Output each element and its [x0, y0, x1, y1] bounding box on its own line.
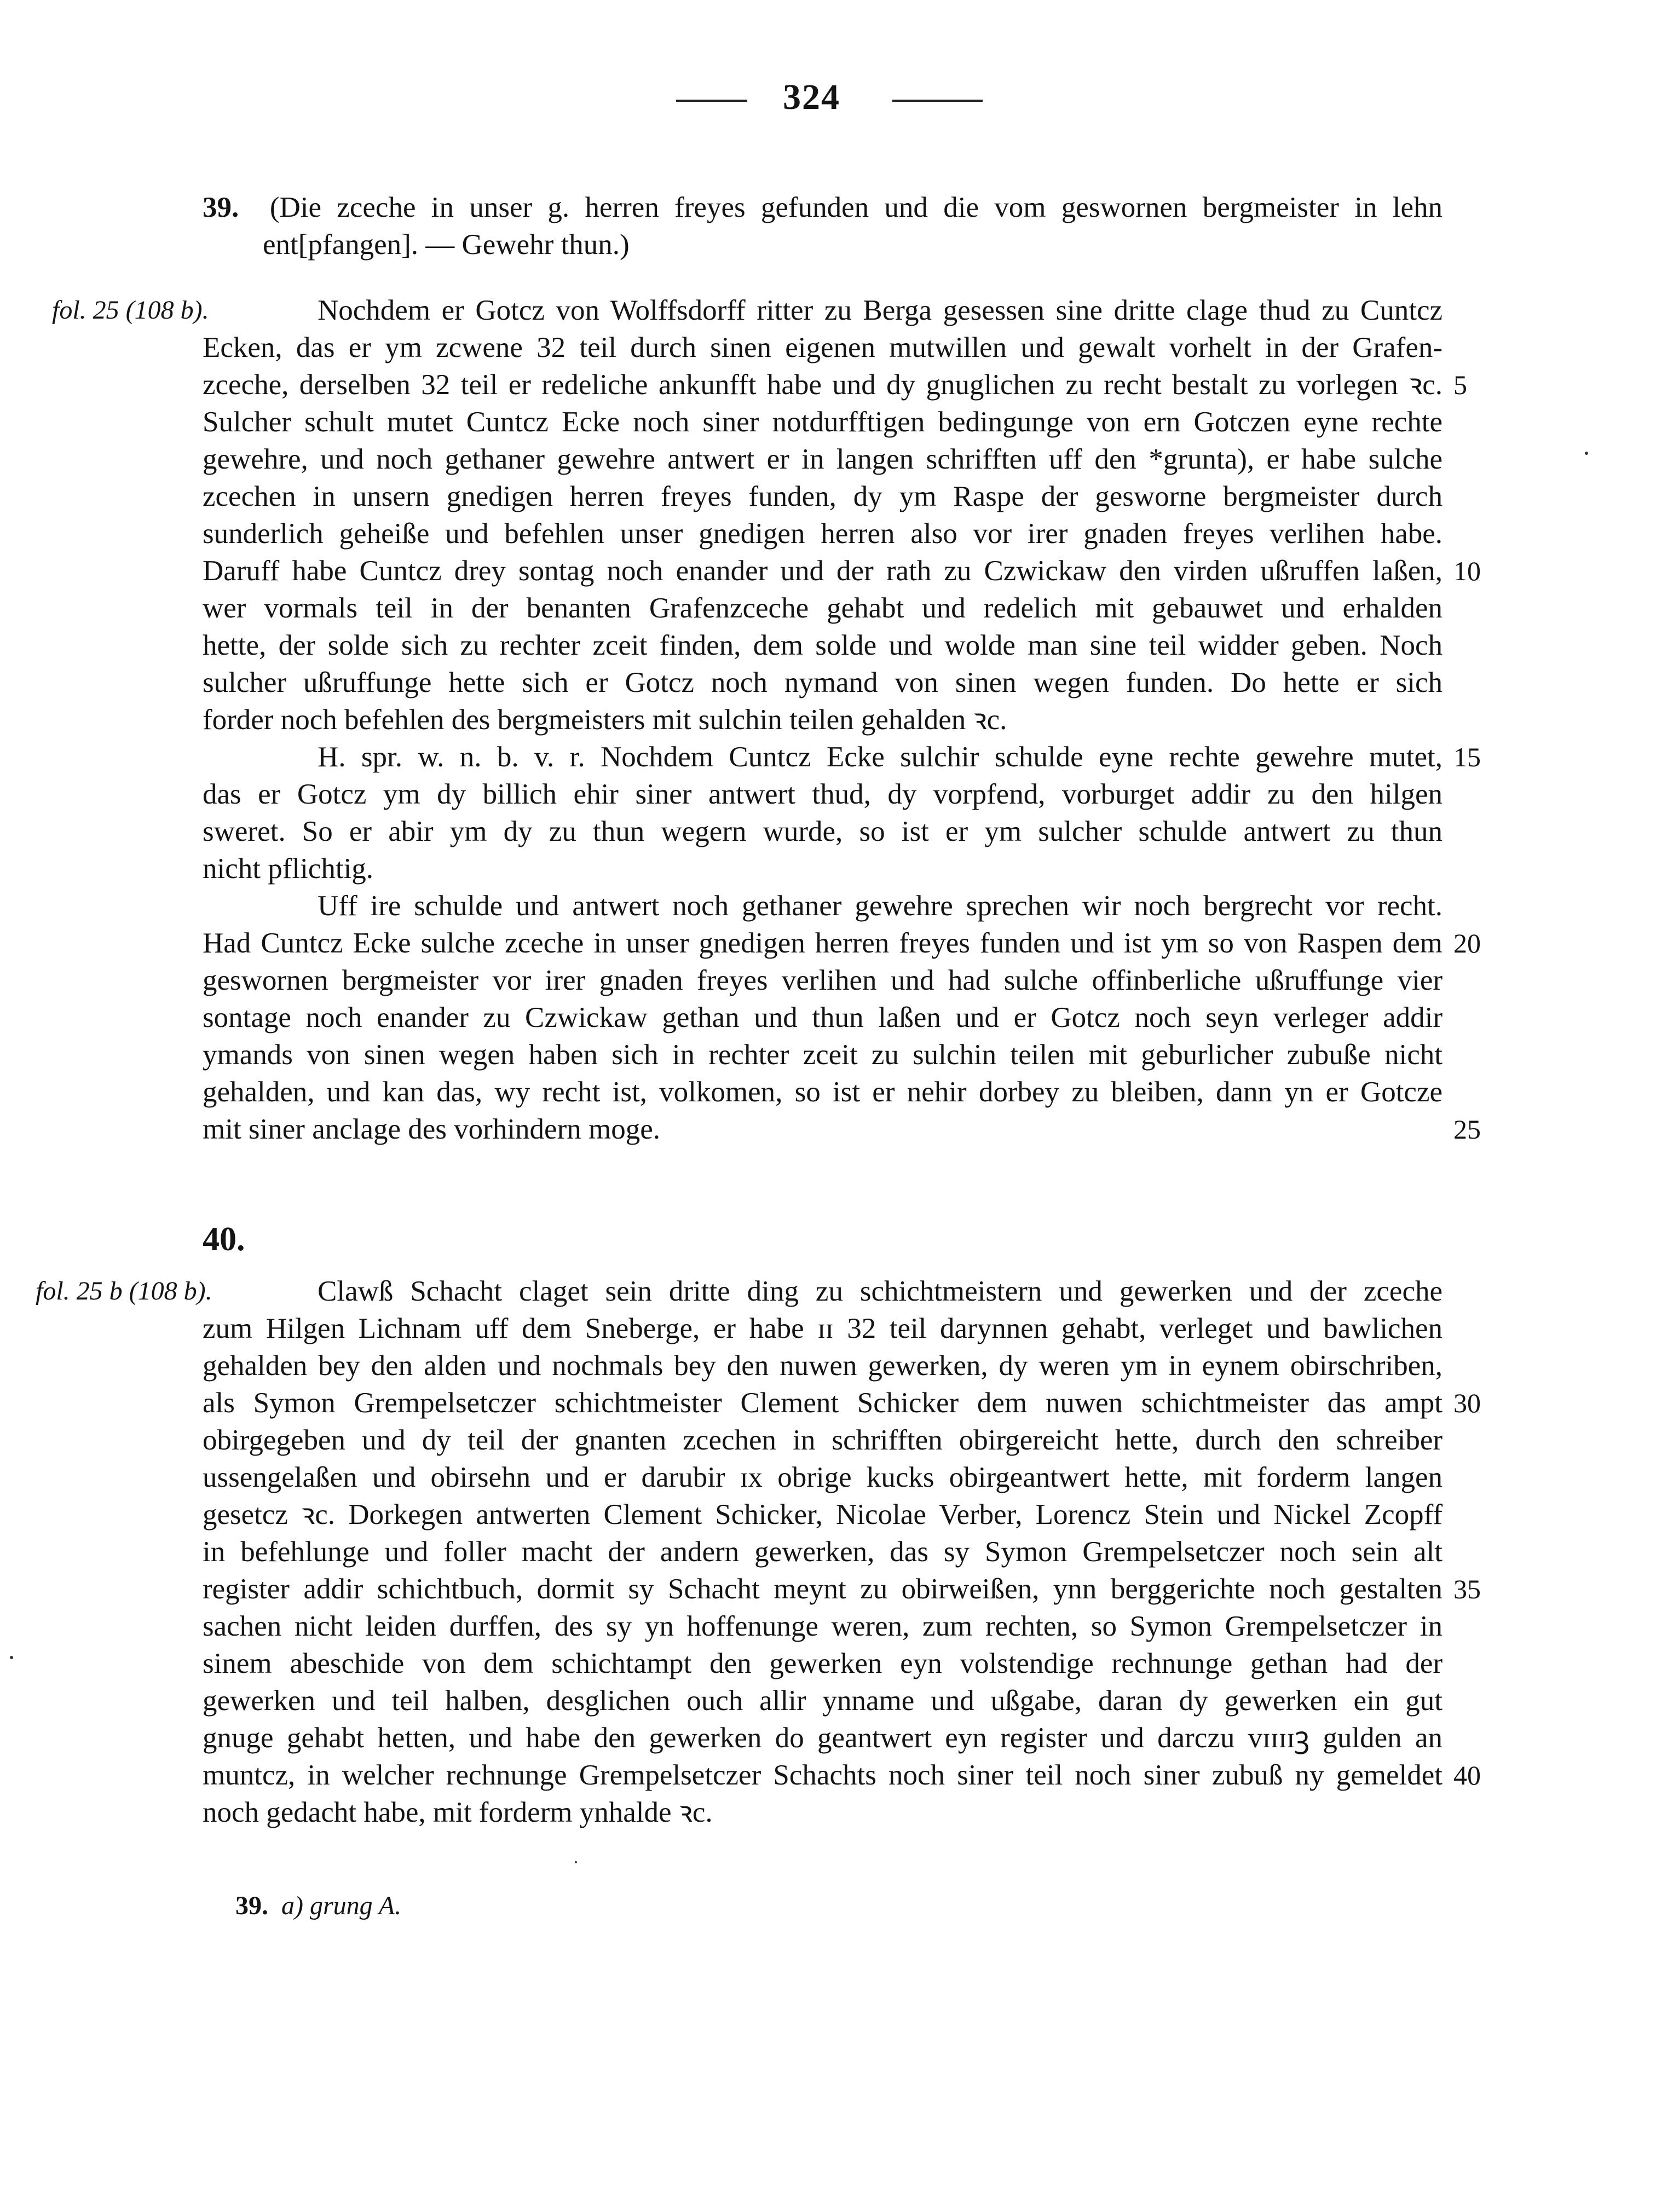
- footnote-number: 39.: [235, 1891, 268, 1920]
- s39-line: sweret. So er abir ym dy zu thun wegern wurde, so ist er ym sulcher schulde antwert zu thun: [203, 816, 1443, 847]
- line-number: 40: [1453, 1760, 1481, 1791]
- scan-speck: [575, 1861, 577, 1863]
- line-number: 30: [1453, 1388, 1481, 1418]
- s40-line: obirgegeben und dy teil der gnanten zcechen in schrifften obirgereicht hette, durch den schreiber: [203, 1424, 1443, 1456]
- line-number: 10: [1453, 556, 1481, 586]
- s40-line: Clawß Schacht claget sein dritte ding zu schichtmeistern und gewerken und der zceche: [318, 1275, 1443, 1307]
- section-39-heading-line-1: [203, 189, 1443, 226]
- line-number: 15: [1453, 742, 1481, 772]
- scan-speck: [1585, 452, 1588, 455]
- s39-line: geswornen bergmeister vor irer gnaden freyes verlihen und had sulche offinberliche ußruffunge vier: [203, 964, 1443, 996]
- section-39-title-1: (Die zceche in unser g. herren freyes gefunden und die vom geswornen bergmeister in lehn: [269, 192, 1443, 223]
- s39-line: ymands von sinen wegen haben sich in rechter zceit zu sulchin teilen mit geburlicher zubuße nicht: [203, 1039, 1443, 1071]
- line-number: 35: [1453, 1574, 1481, 1604]
- s40-line: als Symon Grempelsetczer schichtmeister Clement Schicker dem nuwen schichtmeister das ampt: [203, 1387, 1443, 1419]
- s40-line: sachen nicht leiden durffen, des sy yn hoffenunge weren, zum rechten, so Symon Grempelsetczer in: [203, 1610, 1443, 1642]
- folio-marker-39: fol. 25 (108 b).: [52, 296, 209, 325]
- header-rule-left: [676, 100, 747, 102]
- s39-line: Daruff habe Cuntcz drey sontag noch enander und der rath zu Czwickaw den virden ußruffen laßen,: [203, 555, 1443, 587]
- section-39-heading-line-2: ent[pfangen]. — Gewehr thun.): [263, 229, 630, 261]
- line-number: 20: [1453, 928, 1481, 958]
- s40-line: noch gedacht habe, mit forderm ynhalde ꝛc.: [203, 1797, 713, 1828]
- page-header: [676, 77, 983, 120]
- s39-line: das er Gotcz ym dy billich ehir siner antwert thud, dy vorpfend, vorburget addir zu den hilgen: [203, 778, 1443, 810]
- s39-line: mit siner anclage des vorhindern moge.: [203, 1113, 660, 1145]
- s39-line: wer vormals teil in der benanten Grafenzceche gehabt und redelich mit gebauwet und erhalden: [203, 592, 1443, 624]
- s40-line: sinem abeschide von dem schichtampt den gewerken eyn volstendige rechnunge gethan had der: [203, 1648, 1443, 1679]
- s39-line: nicht pflichtig.: [203, 853, 374, 885]
- footnote: [235, 1887, 401, 1925]
- section-40-number: 40.: [203, 1221, 245, 1258]
- s39-line: Sulcher schult mutet Cuntcz Ecke noch siner notdurfftigen bedingunge von ern Gotczen eyne rechte: [203, 406, 1443, 438]
- s40-line: in befehlunge und foller macht der andern gewerken, das sy Symon Grempelsetczer noch sein alt: [203, 1536, 1443, 1568]
- s39-line: H. spr. w. n. b. v. r. Nochdem Cuntcz Ecke sulchir schulde eyne rechte gewehre mutet,: [318, 741, 1443, 773]
- s39-line: zcechen in unsern gnedigen herren freyes funden, dy ym Raspe der gesworne bergmeister durch: [203, 481, 1443, 512]
- folio-marker-40: fol. 25 b (108 b).: [36, 1277, 212, 1306]
- s39-line: Nochdem er Gotcz von Wolffsdorff ritter zu Berga gesessen sine dritte clage thud zu Cuntcz: [318, 294, 1443, 326]
- s40-line: gesetcz ꝛc. Dorkegen antwerten Clement Schicker, Nicolae Verber, Lorencz Stein und Nickel Zcopff: [203, 1499, 1443, 1531]
- s39-line: Uff ire schulde und antwert noch gethaner gewehre sprechen wir noch bergrecht vor recht.: [318, 890, 1443, 922]
- section-39-number: 39.: [203, 192, 239, 223]
- footnote-text: a) grung A.: [281, 1891, 402, 1920]
- s40-line: muntcz, in welcher rechnunge Grempelsetczer Schachts noch siner teil noch siner zubuß ny gemeldet: [203, 1759, 1443, 1791]
- line-number: 5: [1453, 369, 1467, 400]
- s40-line: ussengelaßen und obirsehn und er darubir ɪx obrige kucks obirgeantwert hette, mit forderm langen: [203, 1462, 1443, 1493]
- s39-line: gewehre, und noch gethaner gewehre antwert er in langen schrifften uff den *grunta), er habe sulche: [203, 443, 1443, 475]
- s40-line: gewerken und teil halben, desglichen ouch allir ynname und ußgabe, daran dy gewerken ein gut: [203, 1685, 1443, 1717]
- s39-line: forder noch befehlen des bergmeisters mit sulchin teilen gehalden ꝛc.: [203, 704, 1007, 736]
- scan-speck: [10, 1656, 13, 1659]
- line-number: 25: [1453, 1114, 1481, 1145]
- s39-line: zceche, derselben 32 teil er redeliche ankunfft habe und dy gnuglichen zu recht bestalt zu vorlegen ꝛc.: [203, 369, 1443, 401]
- header-rule-right: [892, 100, 983, 102]
- s39-line: sontage noch enander zu Czwickaw gethan und thun laßen und er Gotcz noch seyn verleger addir: [203, 1002, 1443, 1033]
- s39-line: gehalden, und kan das, wy recht ist, volkomen, so ist er nehir dorbey zu bleiben, dann yn er Gotcze: [203, 1076, 1443, 1108]
- page-number: 324: [783, 77, 840, 117]
- s40-line: gehalden bey den alden und nochmals bey den nuwen gewerken, dy weren ym in eynem obirschriben,: [203, 1350, 1443, 1382]
- s39-line: Ecken, das er ym zcwene 32 teil durch sinen eigenen mutwillen und gewalt vorhelt in der Grafen-: [203, 332, 1443, 363]
- s40-line: gnuge gehabt hetten, und habe den gewerken do geantwert eyn register und darczu ᴠɪɪɪɪꝫ gulden an: [203, 1722, 1443, 1754]
- s39-line: sulcher ußruffunge hette sich er Gotcz noch nymand von sinen wegen funden. Do hette er sich: [203, 667, 1443, 698]
- s39-line: sunderlich geheiße und befehlen unser gnedigen herren also vor irer gnaden freyes verlihen habe.: [203, 518, 1443, 550]
- s40-line: zum Hilgen Lichnam uff dem Sneberge, er habe ɪɪ 32 teil darynnen gehabt, verleget und bawlichen: [203, 1313, 1443, 1344]
- s39-line: Had Cuntcz Ecke sulche zceche in unser gnedigen herren freyes funden und ist ym so von Raspen dem: [203, 927, 1443, 959]
- s39-line: hette, der solde sich zu rechter zceit finden, dem solde und wolde man sine teil widder geben. Noch: [203, 629, 1443, 661]
- s40-line: register addir schichtbuch, dormit sy Schacht meynt zu obirweißen, ynn berggerichte noch gestalten: [203, 1573, 1443, 1605]
